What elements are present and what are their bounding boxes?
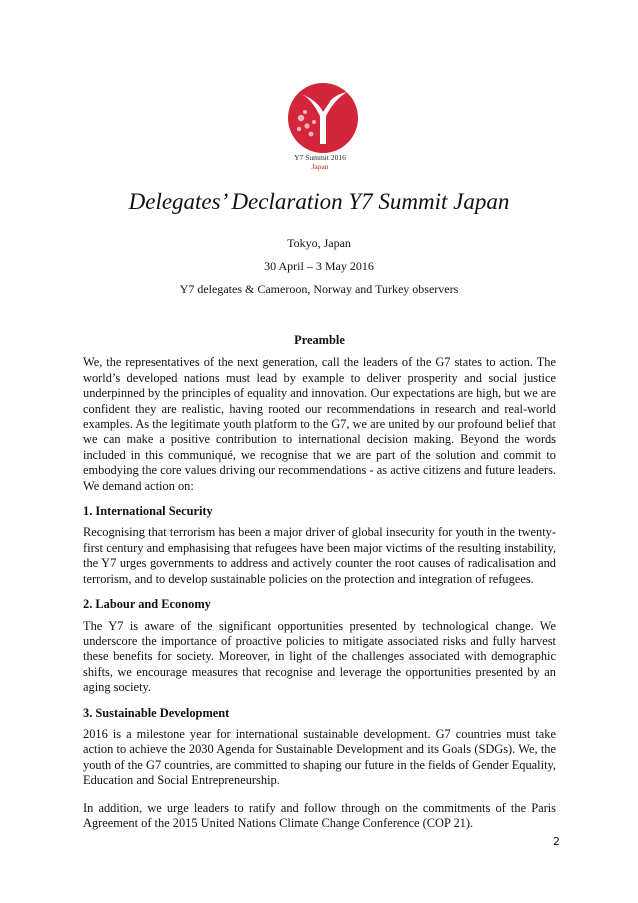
logo-caption [270, 153, 370, 171]
section-heading-international-security: 1. International Security [83, 504, 213, 519]
preamble-heading: Preamble [294, 333, 345, 347]
location: Tokyo, Japan [287, 236, 351, 250]
logo-caption-line2: Japan [311, 162, 329, 171]
section-paragraph: The Y7 is aware of the significant opportunities presented by technological change. We underscore the importance of proactive policies to mitigate associated risks and fully harvest these benefits for society. Moreover, in light of the challenges associated with demographic shifts, we encourage measures that recognise and leverage the opportunities presented by an aging society. [83, 618, 556, 695]
preamble-text: We, the representatives of the next generation, call the leaders of the G7 states to action. The world’s developed nations must lead by example to deliver prosperity and social justice underpinned by the principles of equality and innovation. Our expectations are high, but we are confident they are realistic, having rooted our recommendations in research and real-world examples. As the legitimate youth platform to the G7, we are united by our profound belief that we can make a positive contribution to international decision making. Beyond the words included in this communiqué, we recognise that we are part of the solution and commit to embodying the core values driving our recommendations - as active citizens and future leaders. We demand action on: [83, 355, 556, 493]
logo-caption-line1: Y7 Summit 2016 [294, 153, 346, 162]
page-number: 2 [553, 835, 560, 848]
section-heading-sustainable-development: 3. Sustainable Development [83, 705, 230, 720]
participants: Y7 delegates & Cameroon, Norway and Turkey observers [179, 282, 459, 296]
dates: 30 April – 3 May 2016 [264, 259, 374, 273]
y7-summit-logo [287, 82, 359, 154]
section-heading-labour-economy: 2. Labour and Economy [83, 597, 211, 612]
document-title: Delegates’ Declaration Y7 Summit Japan [128, 189, 510, 214]
section-paragraph: In addition, we urge leaders to ratify and follow through on the commitments of the Paris Agreement of the 2015 United Nations Climate Change Conference (COP 21). [83, 800, 556, 830]
section-paragraph: Recognising that terrorism has been a major driver of global insecurity for youth in the twenty-first century and emphasising that refugees have been major victims of the resulting instability, the Y7 urges governments to address and actively counter the root causes of radicalisation and terrorism, and to develop sustainable policies on the protection and integration of refugees. [83, 525, 556, 586]
document-body [83, 333, 556, 831]
section-paragraph: 2016 is a milestone year for international sustainable development. G7 countries must take action to achieve the 2030 Agenda for Sustainable Development and its Goals (SDGs). We, the youth of the G7 countries, are committed to shaping our future in the fields of Gender Equality, Education and Social Entrepreneurship. [83, 726, 556, 788]
